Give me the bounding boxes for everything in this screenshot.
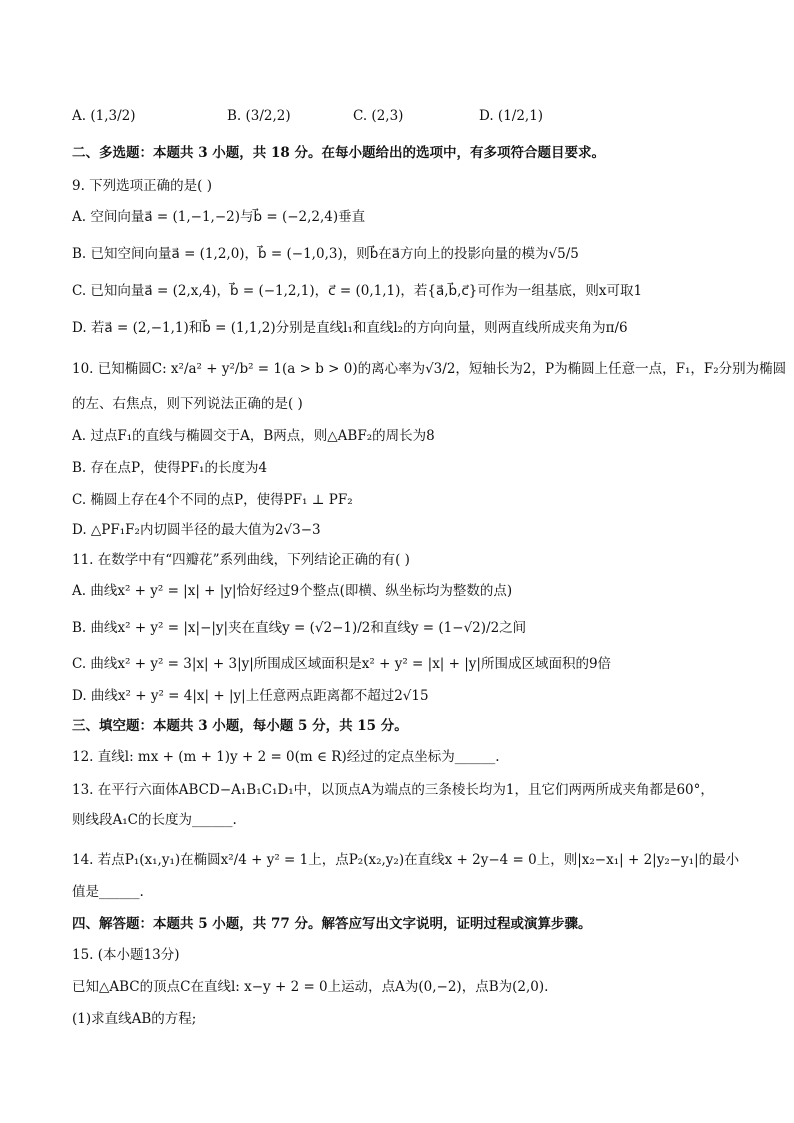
- q11-option-b: B. 曲线x² + y² = |x|−|y|夹在直线y = (√2−1)/2和直线y = (1−√2)/2之间: [72, 620, 527, 636]
- q10-stem-line1: 10. 已知椭圆C: x²/a² + y²/b² = 1(a > b > 0)的离心率为√3/2，短轴长为2，P为椭圆上任意一点，F₁，F₂分别为椭圆: [72, 361, 787, 377]
- section2-header: 二、多选题：本题共 3 小题，共 18 分。在每小题给出的选项中，有多项符合题目要求。: [72, 145, 605, 161]
- q10-option-a: A. 过点F₁的直线与椭圆交于A，B两点，则△ABF₂的周长为8: [72, 428, 435, 444]
- q8-option-c: C. (2,3): [353, 108, 404, 124]
- q14-line1: 14. 若点P₁(x₁,y₁)在椭圆x²/4 + y² = 1上，点P₂(x₂,y₂)在直线x + 2y−4 = 0上，则|x₂−x₁| + 2|y₂−y₁|的最小: [72, 852, 740, 868]
- q10-option-c: C. 椭圆上存在4个不同的点P，使得PF₁ ⊥ PF₂: [72, 492, 353, 508]
- q9-option-c: C. 已知向量a⃗ = (2,x,4)，b⃗ = (−1,2,1)，c⃗ = (0,1,1)，若{a⃗,b⃗,c⃗}可作为一组基底，则x可取1: [72, 283, 643, 299]
- q9-stem: 9. 下列选项正确的是( ): [72, 178, 212, 194]
- q10-stem-line2: 的左、右焦点，则下列说法正确的是( ): [72, 396, 303, 412]
- q9-option-d: D. 若a⃗ = (2,−1,1)和b⃗ = (1,1,2)分别是直线l₁和直线l₂的方向向量，则两直线所成夹角为π/6: [72, 320, 628, 336]
- q13-line1: 13. 在平行六面体ABCD−A₁B₁C₁D₁中，以顶点A为端点的三条棱长均为1，且它们两两所成夹角都是60°，: [72, 782, 714, 798]
- section3-header: 三、填空题：本题共 3 小题，每小题 5 分，共 15 分。: [72, 718, 408, 734]
- q13-line2: 则线段A₁C的长度为______.: [72, 812, 237, 828]
- q11-stem: 11. 在数学中有“四瓣花”系列曲线，下列结论正确的有( ): [72, 552, 410, 568]
- q11-option-a: A. 曲线x² + y² = |x| + |y|恰好经过9个整点(即横、纵坐标均为整数的点): [72, 583, 513, 599]
- q8-option-a: A. (1,3/2): [72, 108, 136, 124]
- q8-option-d: D. (1/2,1): [479, 108, 544, 124]
- q8-options-row: [72, 108, 772, 132]
- q12: 12. 直线l: mx + (m + 1)y + 2 = 0(m ∈ R)经过的定点坐标为______.: [72, 749, 500, 765]
- section4-header: 四、解答题：本题共 5 小题，共 77 分。解答应写出文字说明，证明过程或演算步骤。: [72, 916, 592, 932]
- q10-option-b: B. 存在点P，使得PF₁的长度为4: [72, 460, 268, 476]
- q9-option-a: A. 空间向量a⃗ = (1,−1,−2)与b⃗ = (−2,2,4)垂直: [72, 209, 366, 225]
- q9-option-b: B. 已知空间向量a⃗ = (1,2,0)，b⃗ = (−1,0,3)，则b⃗在a⃗方向上的投影向量的模为√5/5: [72, 246, 579, 262]
- q15-stem: 15. (本小题13分): [72, 947, 180, 963]
- q8-option-b: B. (3/2,2): [227, 108, 291, 124]
- q11-option-c: C. 曲线x² + y² = 3|x| + 3|y|所围成区域面积是x² + y² = |x| + |y|所围成区域面积的9倍: [72, 656, 612, 672]
- q15-body: 已知△ABC的顶点C在直线l: x−y + 2 = 0上运动，点A为(0,−2)，点B为(2,0).: [72, 979, 549, 995]
- q15-part1: (1)求直线AB的方程;: [72, 1011, 197, 1027]
- q11-option-d: D. 曲线x² + y² = 4|x| + |y|上任意两点距离都不超过2√15: [72, 688, 429, 704]
- q10-option-d: D. △PF₁F₂内切圆半径的最大值为2√3−3: [72, 522, 321, 538]
- q14-line2: 值是______.: [72, 884, 144, 900]
